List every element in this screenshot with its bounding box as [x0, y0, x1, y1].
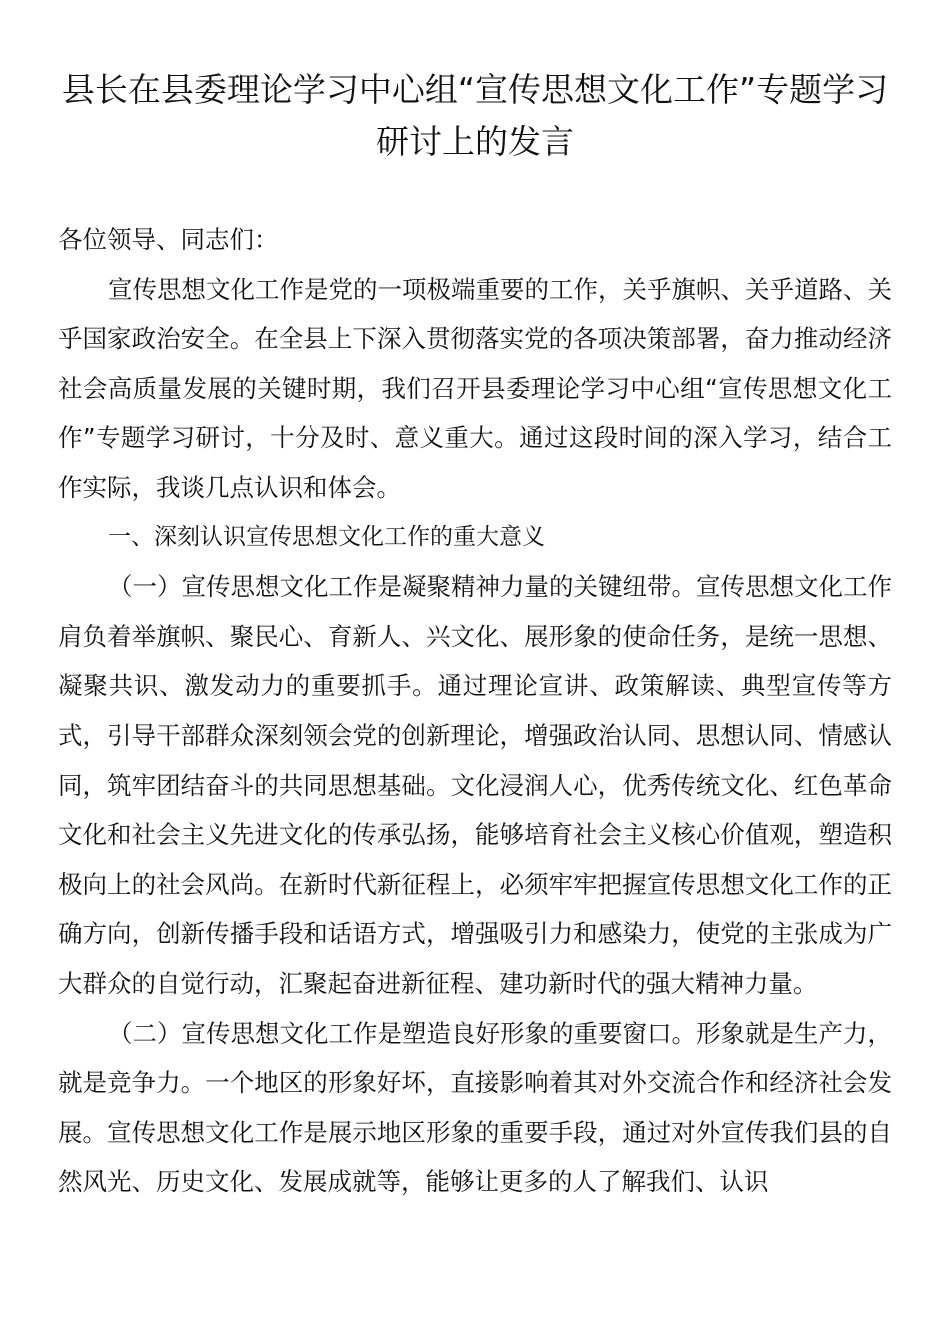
paragraph-intro: 宣传思想文化工作是党的一项极端重要的工作，关乎旗帜、关乎道路、关乎国家政治安全。在全县上下深入贯彻落实党的各项决策部署，奋力推动经济社会高质量发展的关键时期，我们召开县委理论学习中心组“宣传思想文化工作”专题学习研讨，十分及时、意义重大。通过这段时间的深入学习，结合工作实际，我谈几点认识和体会。: [58, 274, 892, 502]
paragraph-point-1: （一）宣传思想文化工作是凝聚精神力量的关键纽带。宣传思想文化工作肩负着举旗帜、聚民心、育新人、兴文化、展形象的使命任务，是统一思想、凝聚共识、激发动力的重要抓手。通过理论宣讲、政策解读、典型宣传等方式，引导干部群众深刻领会党的创新理论，增强政治认同、思想认同、情感认同，筑牢团结奋斗的共同思想基础。文化浸润人心，优秀传统文化、红色革命文化和社会主义先进文化的传承弘扬，能够培育社会主义核心价值观，塑造积极向上的社会风尚。在新时代新征程上，必须牢牢把握宣传思想文化工作的正确方向，创新传播手段和话语方式，增强吸引力和感染力，使党的主张成为广大群众的自觉行动，汇聚起奋进新征程、建功新时代的强大精神力量。: [58, 572, 892, 998]
document-body: [58, 215, 892, 1207]
document-title: 县长在县委理论学习中心组“宣传思想文化工作”专题学习研讨上的发言: [61, 70, 889, 161]
salutation: 各位领导、同志们：: [58, 225, 279, 254]
section-heading-1: 一、深刻认识宣传思想文化工作的重大意义: [108, 523, 545, 550]
paragraph-point-2: （二）宣传思想文化工作是塑造良好形象的重要窗口。形象就是生产力，就是竞争力。一个地区的形象好坏，直接影响着其对外交流合作和经济社会发展。宣传思想文化工作是展示地区形象的重要手段，通过对外宣传我们县的自然风光、历史文化、发展成就等，能够让更多的人了解我们、认识: [58, 1018, 892, 1197]
